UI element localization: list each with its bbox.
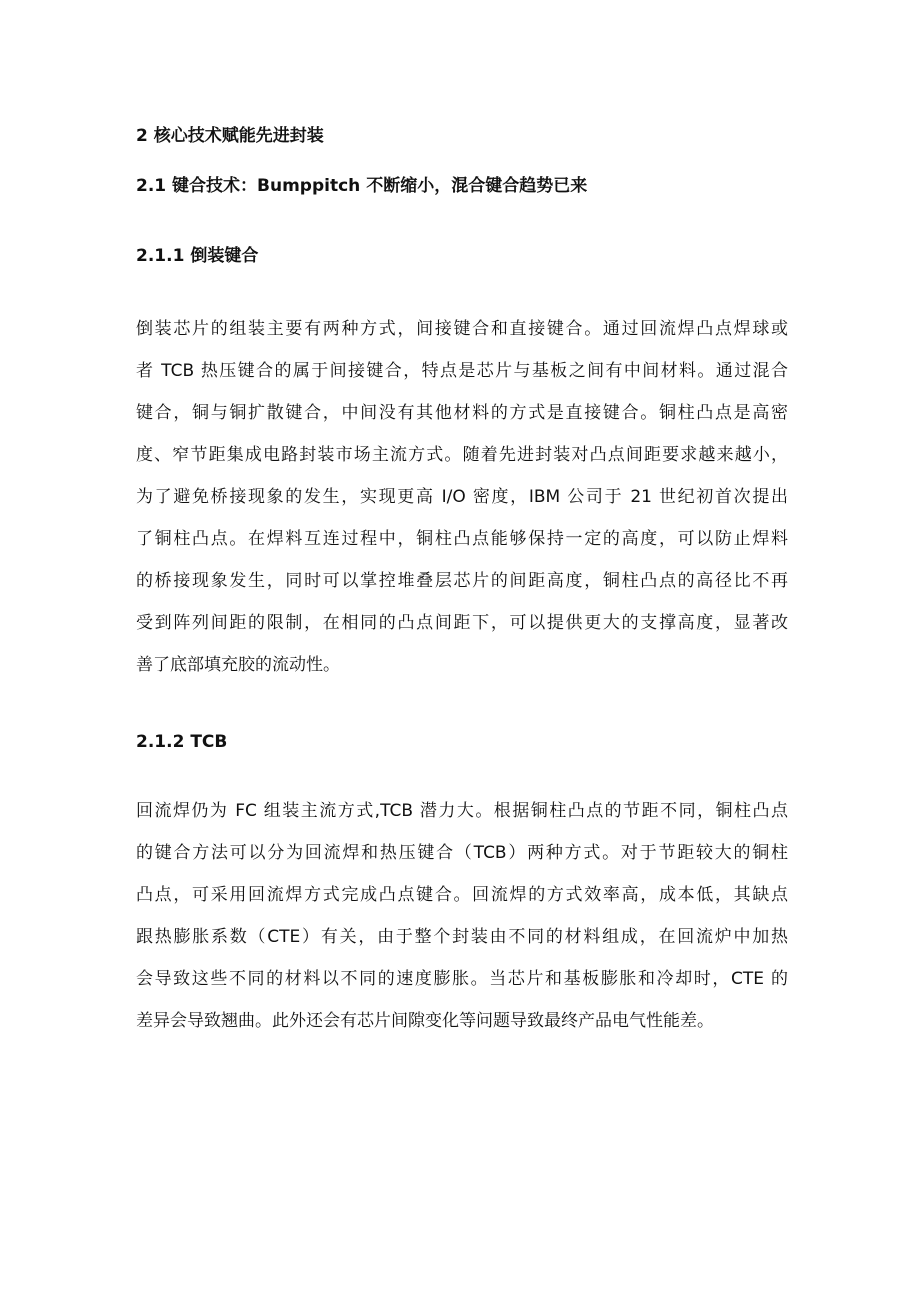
- section-heading-2: 2 核心技术赋能先进封装: [136, 126, 324, 146]
- section-heading-2-1-1: 2.1.1 倒装键合: [136, 246, 259, 266]
- paragraph-tcb: [136, 790, 788, 1042]
- paragraph-line: 善了底部填充胶的流动性。: [136, 655, 340, 675]
- paragraph-line: 凸点，可采用回流焊方式完成凸点键合。回流焊的方式效率高，成本低，其缺点: [136, 885, 788, 905]
- paragraph-line: 者 TCB 热压键合的属于间接键合，特点是芯片与基板之间有中间材料。通过混合: [136, 361, 788, 381]
- paragraph-line: 倒装芯片的组装主要有两种方式，间接键合和直接键合。通过回流焊凸点焊球或: [136, 319, 788, 339]
- section-heading-2-1: 2.1 键合技术：Bumppitch 不断缩小，混合键合趋势已来: [136, 176, 588, 196]
- paragraph-line: 的桥接现象发生，同时可以掌控堆叠层芯片的间距高度，铜柱凸点的高径比不再: [136, 571, 788, 591]
- paragraph-line: 为了避免桥接现象的发生，实现更高 I/O 密度，IBM 公司于 21 世纪初首次提出: [136, 487, 788, 507]
- section-heading-2-1-2: 2.1.2 TCB: [136, 732, 228, 752]
- paragraph-line: 会导致这些不同的材料以不同的速度膨胀。当芯片和基板膨胀和冷却时，CTE 的: [136, 969, 788, 989]
- paragraph-line: 回流焊仍为 FC 组装主流方式,TCB 潜力大。根据铜柱凸点的节距不同，铜柱凸点: [136, 801, 788, 821]
- paragraph-line: 差异会导致翘曲。此外还会有芯片间隙变化等问题导致最终产品电气性能差。: [136, 1011, 714, 1031]
- paragraph-line: 度、窄节距集成电路封装市场主流方式。随着先进封装对凸点间距要求越来越小，: [136, 445, 788, 465]
- document-body: [136, 116, 788, 1042]
- paragraph-line: 的键合方法可以分为回流焊和热压键合（TCB）两种方式。对于节距较大的铜柱: [136, 843, 788, 863]
- paragraph-line: 键合，铜与铜扩散键合，中间没有其他材料的方式是直接键合。铜柱凸点是高密: [136, 403, 788, 423]
- paragraph-flip-chip-bonding: [136, 308, 788, 686]
- paragraph-line: 了铜柱凸点。在焊料互连过程中，铜柱凸点能够保持一定的高度，可以防止焊料: [136, 529, 788, 549]
- paragraph-line: 跟热膨胀系数（CTE）有关，由于整个封装由不同的材料组成，在回流炉中加热: [136, 927, 788, 947]
- paragraph-line: 受到阵列间距的限制，在相同的凸点间距下，可以提供更大的支撑高度，显著改: [136, 613, 788, 633]
